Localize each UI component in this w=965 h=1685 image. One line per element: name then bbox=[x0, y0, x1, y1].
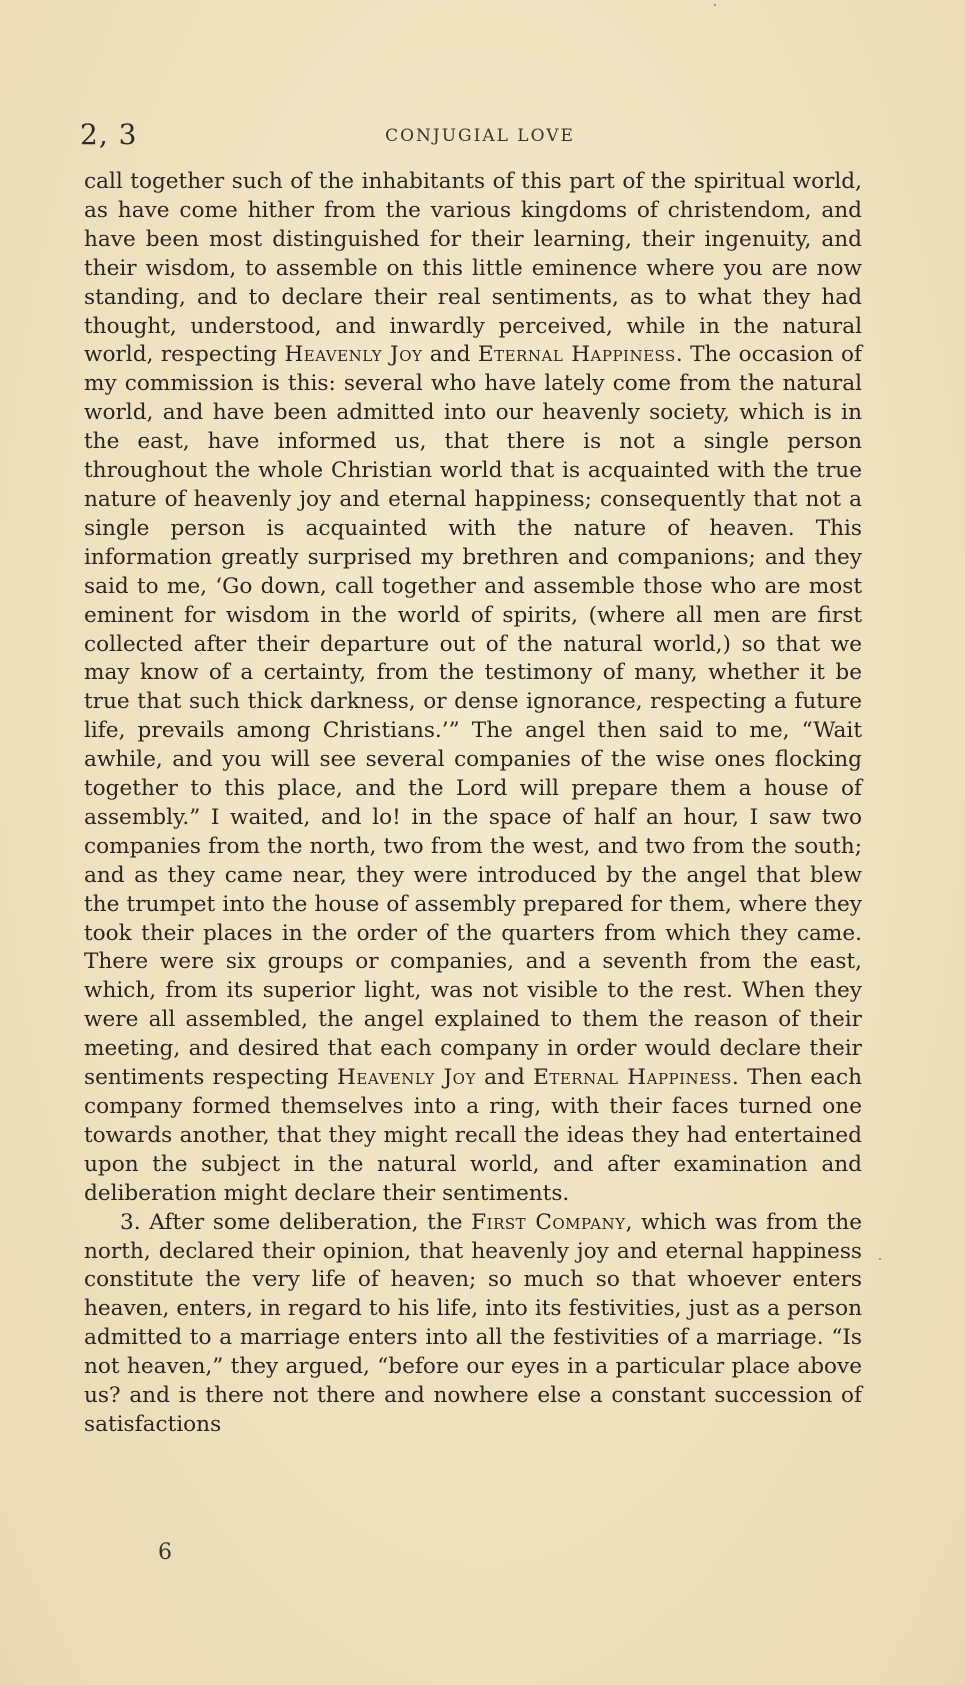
running-head: CONJUGIAL LOVE bbox=[385, 126, 575, 146]
text-segment: call together such of the inhabitants of this part of the spiritual world, as have come hither from the various kingdoms of christendom, and have been most distinguished for their learning, their ingenuity, and their wisdom, to assemble on this little eminence where you are now standing, and to declare their real sentiments, as to what they had thought, understood, and inwardly perceived, while in the natural world, respecting bbox=[84, 169, 862, 368]
page-header bbox=[80, 118, 880, 158]
paragraph-1 bbox=[84, 168, 862, 1209]
text-segment: . The occasion of my commission is this: several who have lately come from the natural world, and have been admitted into our heavenly society, which is in the east, have informed us, that there is not a single person throughout the whole Christian world that is acquainted with the true nature of heavenly joy and eternal happiness; consequently that not a single person is acquainted with the nature of heaven. This information greatly surprised my brethren and companions; and they said to me, ‘Go down, call together and assemble those who are most eminent for wisdom in the world of spirits, (where all men are first collected after their departure out of the natural world,) so that we may know of a certainty, from the testimony of many, whether it be true that such thick darkness, or dense ignorance, respecting a future life, prevails among Christians.’” The angel then said to me, “Wait awhile, and you will see several companies of the wise ones flocking together to this place, and the Lord will prepare them a house of assembly.” I waited, and lo! in the space of half an hour, I saw two companies from the north, two from the west, and two from the south; and as they came near, they were introduced by the angel that blew the trumpet into the house of assembly prepared for them, where they took their places in the order of the quarters from which they came. There were six groups or companies, and a seventh from the east, which, from its superior light, was not visible to the rest. When they were all assembled, the angel explained to them the reason of their meeting, and desired that each company in order would declare their sentiments respecting bbox=[84, 342, 863, 1091]
text-segment: , which was from the north, declared their opinion, that heavenly joy and eternal happiness constitute the very life of heaven; so much so that whoever enters heaven, enters, in regard to his life, into its festivities, just as a person admitted to a marriage enters into all the festivities of a marriage. “Is not heaven,” they argued, “before our eyes in a particular place above us? and is there not there and nowhere else a constant succession of satisfactions bbox=[84, 1209, 862, 1437]
paper-speck bbox=[714, 4, 716, 6]
small-caps-term: Heavenly Joy bbox=[284, 342, 423, 368]
page-number: 2, 3 bbox=[80, 118, 138, 151]
paragraph-2 bbox=[84, 1209, 862, 1440]
text-segment: and bbox=[475, 1065, 534, 1091]
body-text bbox=[84, 168, 862, 1440]
text-segment: and bbox=[422, 342, 478, 368]
small-caps-term: Heavenly Joy bbox=[337, 1065, 476, 1091]
text-segment: . Then each company formed themselves into a ring, with their faces turned one towards another, that they might recall the ideas they had entertained upon the subject in the natural world, and after examination and deliberation might declare their sentiments. bbox=[84, 1065, 863, 1206]
small-caps-term: Eternal Happiness bbox=[477, 342, 676, 368]
paper-speck bbox=[879, 1258, 881, 1260]
text-segment: 3. After some deliberation, the bbox=[120, 1209, 472, 1235]
small-caps-term: First Company bbox=[471, 1209, 626, 1235]
signature-mark: 6 bbox=[158, 1540, 172, 1565]
small-caps-term: Eternal Happiness bbox=[533, 1065, 732, 1091]
